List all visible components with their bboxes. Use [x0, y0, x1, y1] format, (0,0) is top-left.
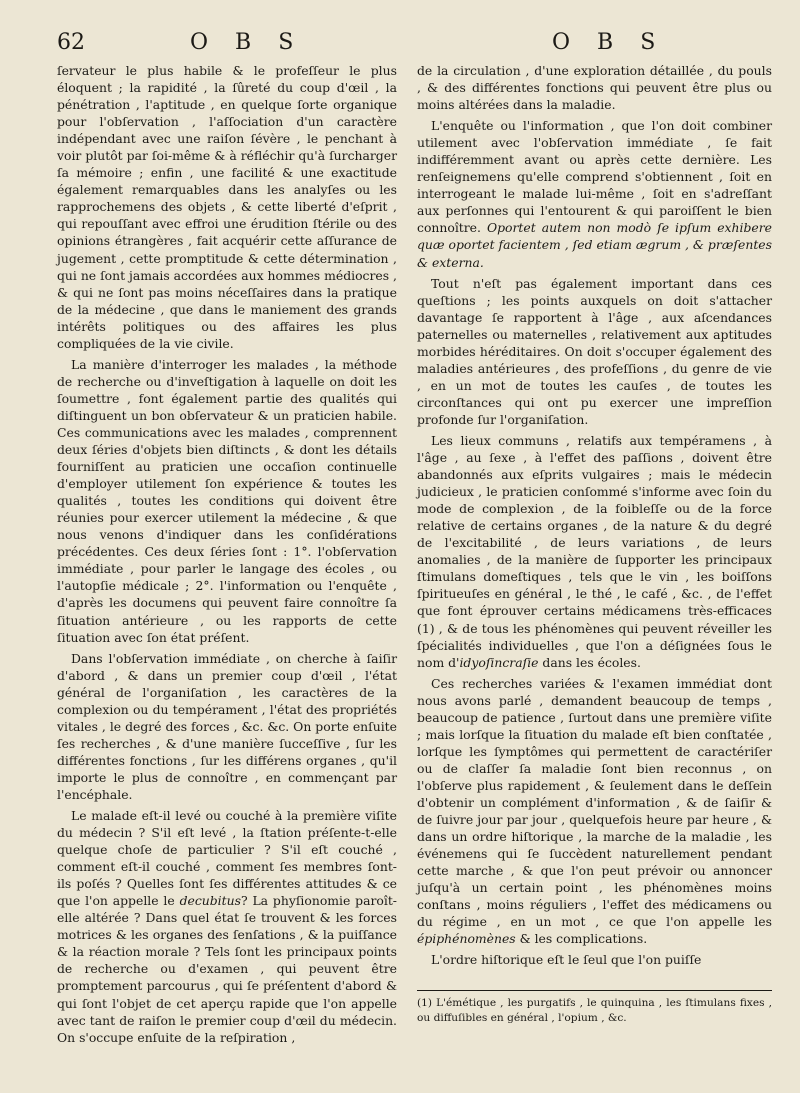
paragraph: [417, 675, 772, 948]
footnote-rule: [417, 990, 772, 991]
left-column: [57, 62, 397, 1045]
text-run: ? La phyſionomie paroît-elle altérée ? Dans quel état ſe trouvent & les forces motrices & les organes des ſenſations , & la puiſſance & la réaction morale ? Tels ſont les principaux points de recherche ou d'examen , qui peuvent être promptement parcourus , qui ſe préſentent d'abord & qui ſont l'objet de cet aperçu rapide que l'on appelle avec tant de raiſon le premier coup d'œil du médecin. On s'occupe enſuite de la reſpiration ,: [57, 893, 397, 1045]
paragraph: ſervateur le plus habile & le profeſſeur le plus éloquent ; la rapidité , la ſûreté du coup d'œil , la pénétration , l'aptitude , en quelque ſorte organique pour l'obſervation , l'aſſociation d'un caractère indépendant avec une raiſon ſévère , le penchant à voir plutôt par ſoi-même & à réfléchir qu'à ſurcharger ſa mémoire ; enfin , une facilité & une exactitude également remarquables dans les analyſes ou les rapprochemens des objets , & cette liberté d'eſprit , qui repouſſant avec effroi une érudition ſtérile ou des opinions étrangères , fait acquérir cette aſſurance de jugement , cette promptitude & cette détermination , qui ne ſont jamais accordées aux hommes médiocres , & qui ne ſont pas moins néceſſaires dans la pratique de la médecine , que dans le maniement des grands intérêts politiques ou des affaires les plus compliquées de la vie civile.: [57, 63, 397, 351]
running-head-left: O B S: [190, 30, 304, 55]
paragraph: [417, 117, 772, 270]
running-head-right: O B S: [552, 30, 666, 55]
text-run: Le malade eſt-il levé ou couché à la première viſite du médecin ? S'il eſt levé , la ſtation préſente-t-elle quelque choſe de particulier ? S'il eſt couché , comment eſt-il couché , comment ſes membres ſont-ils poſés ? Quelles ſont ſes différentes attitudes & ce que l'on appelle le: [57, 808, 397, 909]
footnote: (1) L'émétique , les purgatifs , le quinquina , les ſtimulans fixes , ou diffuſibles en général , l'opium , &c.: [417, 997, 772, 1024]
italic-run: decubitus: [179, 893, 241, 909]
page-number: 62: [57, 30, 85, 55]
paragraph: L'ordre hiſtorique eſt le ſeul que l'on puiſſe: [431, 952, 702, 968]
italic-run: épiphénomènes: [417, 931, 516, 947]
italic-run: Oportet autem non modò ſe ipſum exhibere quæ oportet facientem , ſed etiam ægrum , & præſentes & externa.: [417, 220, 772, 270]
paragraph: [417, 432, 772, 671]
text-run: dans les écoles.: [538, 654, 641, 670]
paragraph: [57, 807, 397, 1046]
text-run: L'enquête ou l'information , que l'on doit combiner utilement avec l'obſervation immédiate , ſe fait indifféremment avant ou après cette dernière. Les renſeignemens qu'elle comprend s'obtiennent , ſoit en interrogeant le malade lui-même , ſoit en s'adreſſant aux perſonnes qui l'entourent & qui paroiſſent le bien connoître.: [417, 118, 772, 236]
paragraph: Tout n'eſt pas également important dans ces queſtions ; les points auxquels on doit s'attacher davantage ſe rapportent à l'âge , aux aſcendances paternelles ou maternelles , relativement aux aptitudes morbides héréditaires. On doit s'occuper également des maladies antérieures , des profeſſions , du genre de vie , en un mot de toutes les cauſes , de toutes les circonſtances qui ont pu exercer une impreſſion profonde ſur l'organiſation.: [417, 275, 772, 427]
paragraph: Dans l'obſervation immédiate , on cherche à ſaiſir d'abord , & dans un premier coup d'œil , l'état général de l'organiſation , les caractères de la complexion ou du tempérament , l'état des propriétés vitales , le degré des forces , &c. &c. On porte enſuite ſes recherches , & d'une manière ſucceſſive , ſur les différentes fonctions , ſur les différens organes , qu'il importe le plus de connoître , en commençant par l'encéphale.: [57, 650, 397, 802]
paragraph: La manière d'interroger les malades , la méthode de recherche ou d'inveſtigation à laquelle on doit les ſoumettre , font également partie des qualités qui diſtinguent un bon obſervateur & un praticien habile. Ces communications avec les malades , comprennent deux ſéries d'objets bien diſtincts , & dont les détails fourniſſent au praticien une occaſion continuelle d'employer utilement ſon expérience & toutes les qualités , toutes les conditions qui doivent être réunies pour exercer utilement la médecine , & que nous venons d'indiquer dans les conſidérations précédentes. Ces deux ſéries ſont : 1°. l'obſervation immédiate , pour parler le langage des écoles , ou l'autopſie médicale ; 2°. l'information ou l'enquête , d'après les documens qui peuvent faire connoître ſa ſituation antérieure , ou les rapports de cette ſituation avec ſon état préſent.: [57, 356, 397, 645]
text-run: Ces recherches variées & l'examen immédiat dont nous avons parlé , demandent beaucoup de temps , beaucoup de patience , ſurtout dans une première viſite ; mais lorſque la ſituation du malade eſt bien conſtatée , lorſque les ſymptômes qui permettent de caractériſer ou de claſſer ſa maladie ſont bien reconnus , on l'obſerve plus rapidement , & ſeulement dans le deſſein d'obtenir un complément d'information , & de ſaiſir & de ſuivre jour par jour , quelquefois heure par heure , & dans un ordre hiſtorique , la marche de la maladie , les événemens qui ſe ſuccèdent naturellement pendant cette marche , & que l'on peut prévoir ou annoncer juſqu'à un certain point , les phénomènes moins conſtans , moins réguliers , l'effet des médicamens ou du régime , en un mot , ce que l'on appelle les: [417, 675, 772, 930]
text-run: Les lieux communs , relatifs aux tempéramens , à l'âge , au ſexe , à l'effet des paſſions , doivent être abandonnés aux eſprits vulgaires ; mais le médecin judicieux , le praticien conſommé s'informe avec ſoin du mode de complexion , de la foibleſſe ou de la force relative de certains organes , de la nature & du degré de l'excitabilité , de leurs variations , de leurs anomalies , de la manière de ſupporter les principaux ſtimulans domeſtiques , tels que le vin , les boiſſons ſpiritueuſes en général , le thé , le café , &c. , de l'effet que font éprouver certains médicamens très-efficaces (1) , & de tous les phénomènes qui peuvent réveiller les ſpécialités individuelles , que l'on a déſignées ſous le nom d': [417, 432, 772, 670]
paragraph: de la circulation , d'une exploration détaillée , du pouls , & des différentes fonctions qui peuvent être plus ou moins altérées dans la maladie.: [417, 63, 772, 113]
text-run: & les complications.: [515, 931, 648, 947]
right-column: [417, 62, 772, 1027]
running-header: [0, 22, 800, 62]
italic-run: idyoſincraſie: [459, 654, 539, 670]
